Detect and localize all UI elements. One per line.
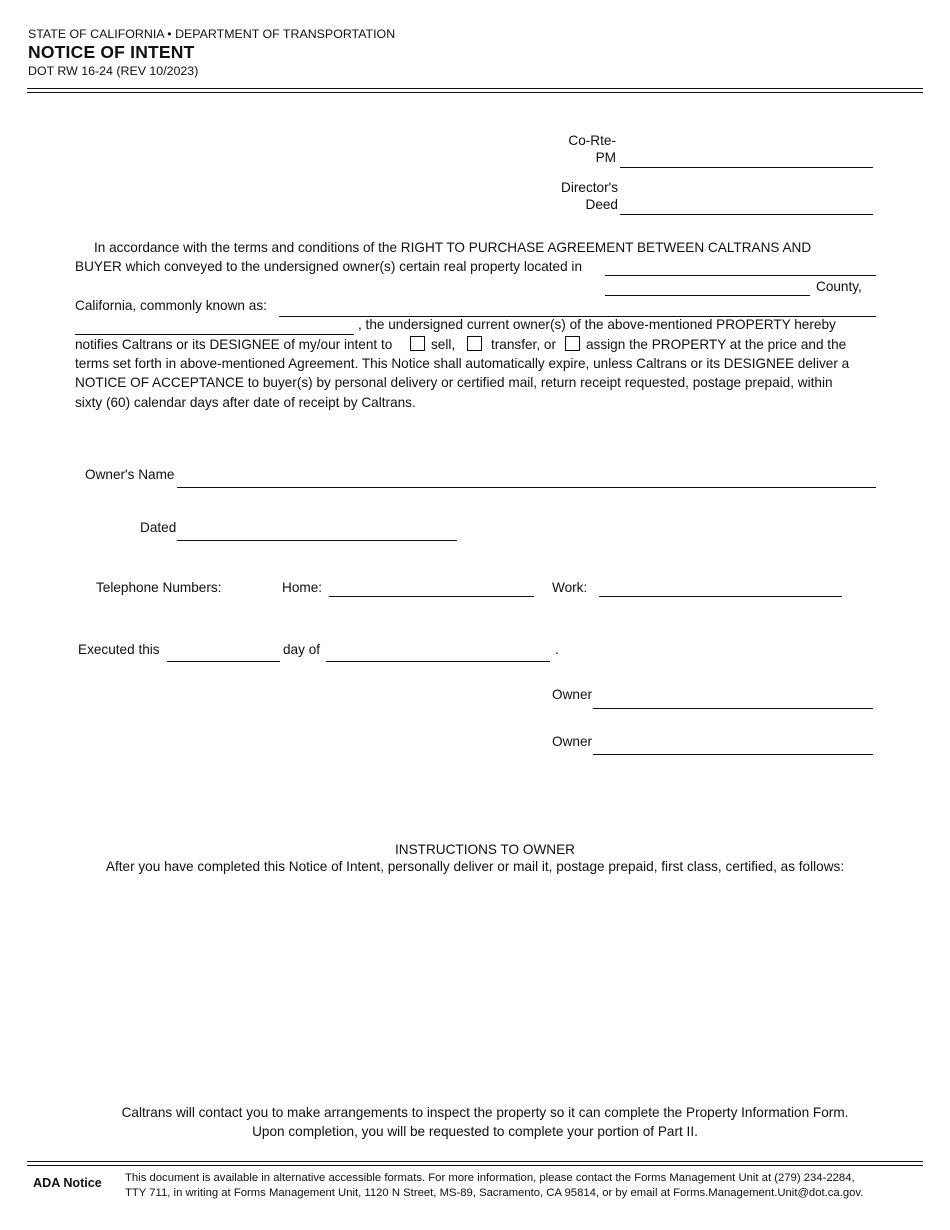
sell-label: sell, [431,337,456,352]
day-of-label: day of [283,642,321,657]
telephone-label: Telephone Numbers: [96,580,222,595]
assign-checkbox[interactable] [565,336,580,351]
body-line-3: California, commonly known as: [75,298,267,313]
county-label: County, [816,279,862,294]
owners-name-field[interactable] [177,487,876,488]
ada-notice-label: ADA Notice [33,1176,102,1190]
directors-deed-label-line1: Director's [561,180,618,195]
body-line-2: BUYER which conveyed to the undersigned owner(s) certain real property located in [75,259,583,274]
directors-deed-label-line2: Deed [585,197,618,212]
body-line-6: terms set forth in above-mentioned Agreement. This Notice shall automatically expire, unless Caltrans or its DESIGNEE deliver a [75,356,850,371]
ada-notice-text-1: This document is available in alternative accessible formats. For more information, please contact the Forms Management Unit at (279) 234-2284, [125,1172,855,1184]
ada-notice-text-2: TTY 711, in writing at Forms Management Unit, 1120 N Street, MS-89, Sacramento, CA 95814, or by email at Forms.Management.Unit@dot.ca.gov. [125,1187,864,1199]
work-phone-label: Work: [552,580,588,595]
sell-checkbox[interactable] [410,336,425,351]
commonly-known-as-field-2[interactable] [75,334,354,335]
co-rte-pm-label [540,132,616,166]
closing-line-2: Upon completion, you will be requested to complete your portion of Part II. [252,1124,698,1139]
transfer-checkbox[interactable] [467,336,482,351]
footer-rule-top [27,1161,923,1162]
owner-signature-field-1[interactable] [593,708,873,709]
property-location-field[interactable] [605,275,876,276]
home-phone-label: Home: [282,580,323,595]
dated-field[interactable] [177,540,457,541]
transfer-label: transfer, or [491,337,556,352]
executed-this-label: Executed this [78,642,160,657]
work-phone-field[interactable] [599,596,842,597]
instructions-title: INSTRUCTIONS TO OWNER [395,842,575,857]
executed-day-field[interactable] [167,661,280,662]
co-rte-pm-label-line1: Co-Rte- [568,133,616,148]
instructions-text: After you have completed this Notice of Intent, personally deliver or mail it, postage prepaid, first class, certified, as follows: [105,859,845,874]
body-line-8: sixty (60) calendar days after date of receipt by Caltrans. [75,395,416,410]
home-phone-field[interactable] [329,596,534,597]
owner-signature-label-2: Owner [552,734,593,749]
closing-line-1: Caltrans will contact you to make arrangements to inspect the property so it can complete the Property Information Form. [121,1105,849,1120]
directors-deed-label [540,179,618,213]
owner-signature-label-1: Owner [552,687,593,702]
owner-signature-field-2[interactable] [593,754,873,755]
executed-period: . [555,642,559,657]
agency-name: STATE OF CALIFORNIA • DEPARTMENT OF TRANSPORTATION [28,27,396,41]
co-rte-pm-label-line2: PM [595,150,616,165]
body-line-4: , the undersigned current owner(s) of the above-mentioned PROPERTY hereby [358,317,836,332]
owners-name-label: Owner's Name [85,467,175,482]
header-rule-top [27,88,923,89]
directors-deed-field[interactable] [620,214,873,215]
assign-label: assign the PROPERTY at the price and the [586,337,847,352]
county-field[interactable] [605,295,810,296]
body-line-1: In accordance with the terms and conditions of the RIGHT TO PURCHASE AGREEMENT BETWEEN CALTRANS AND [94,240,812,255]
footer-rule-bottom [27,1165,923,1166]
body-line-5: notifies Caltrans or its DESIGNEE of my/our intent to [75,337,393,352]
form-title: NOTICE OF INTENT [28,42,195,62]
dated-label: Dated [140,520,177,535]
executed-month-field[interactable] [326,661,550,662]
body-line-7: NOTICE OF ACCEPTANCE to buyer(s) by personal delivery or certified mail, return receipt requested, postage prepaid, within [75,375,833,390]
header-rule-bottom [27,92,923,93]
form-code: DOT RW 16-24 (REV 10/2023) [28,64,199,78]
co-rte-pm-field[interactable] [620,167,873,168]
